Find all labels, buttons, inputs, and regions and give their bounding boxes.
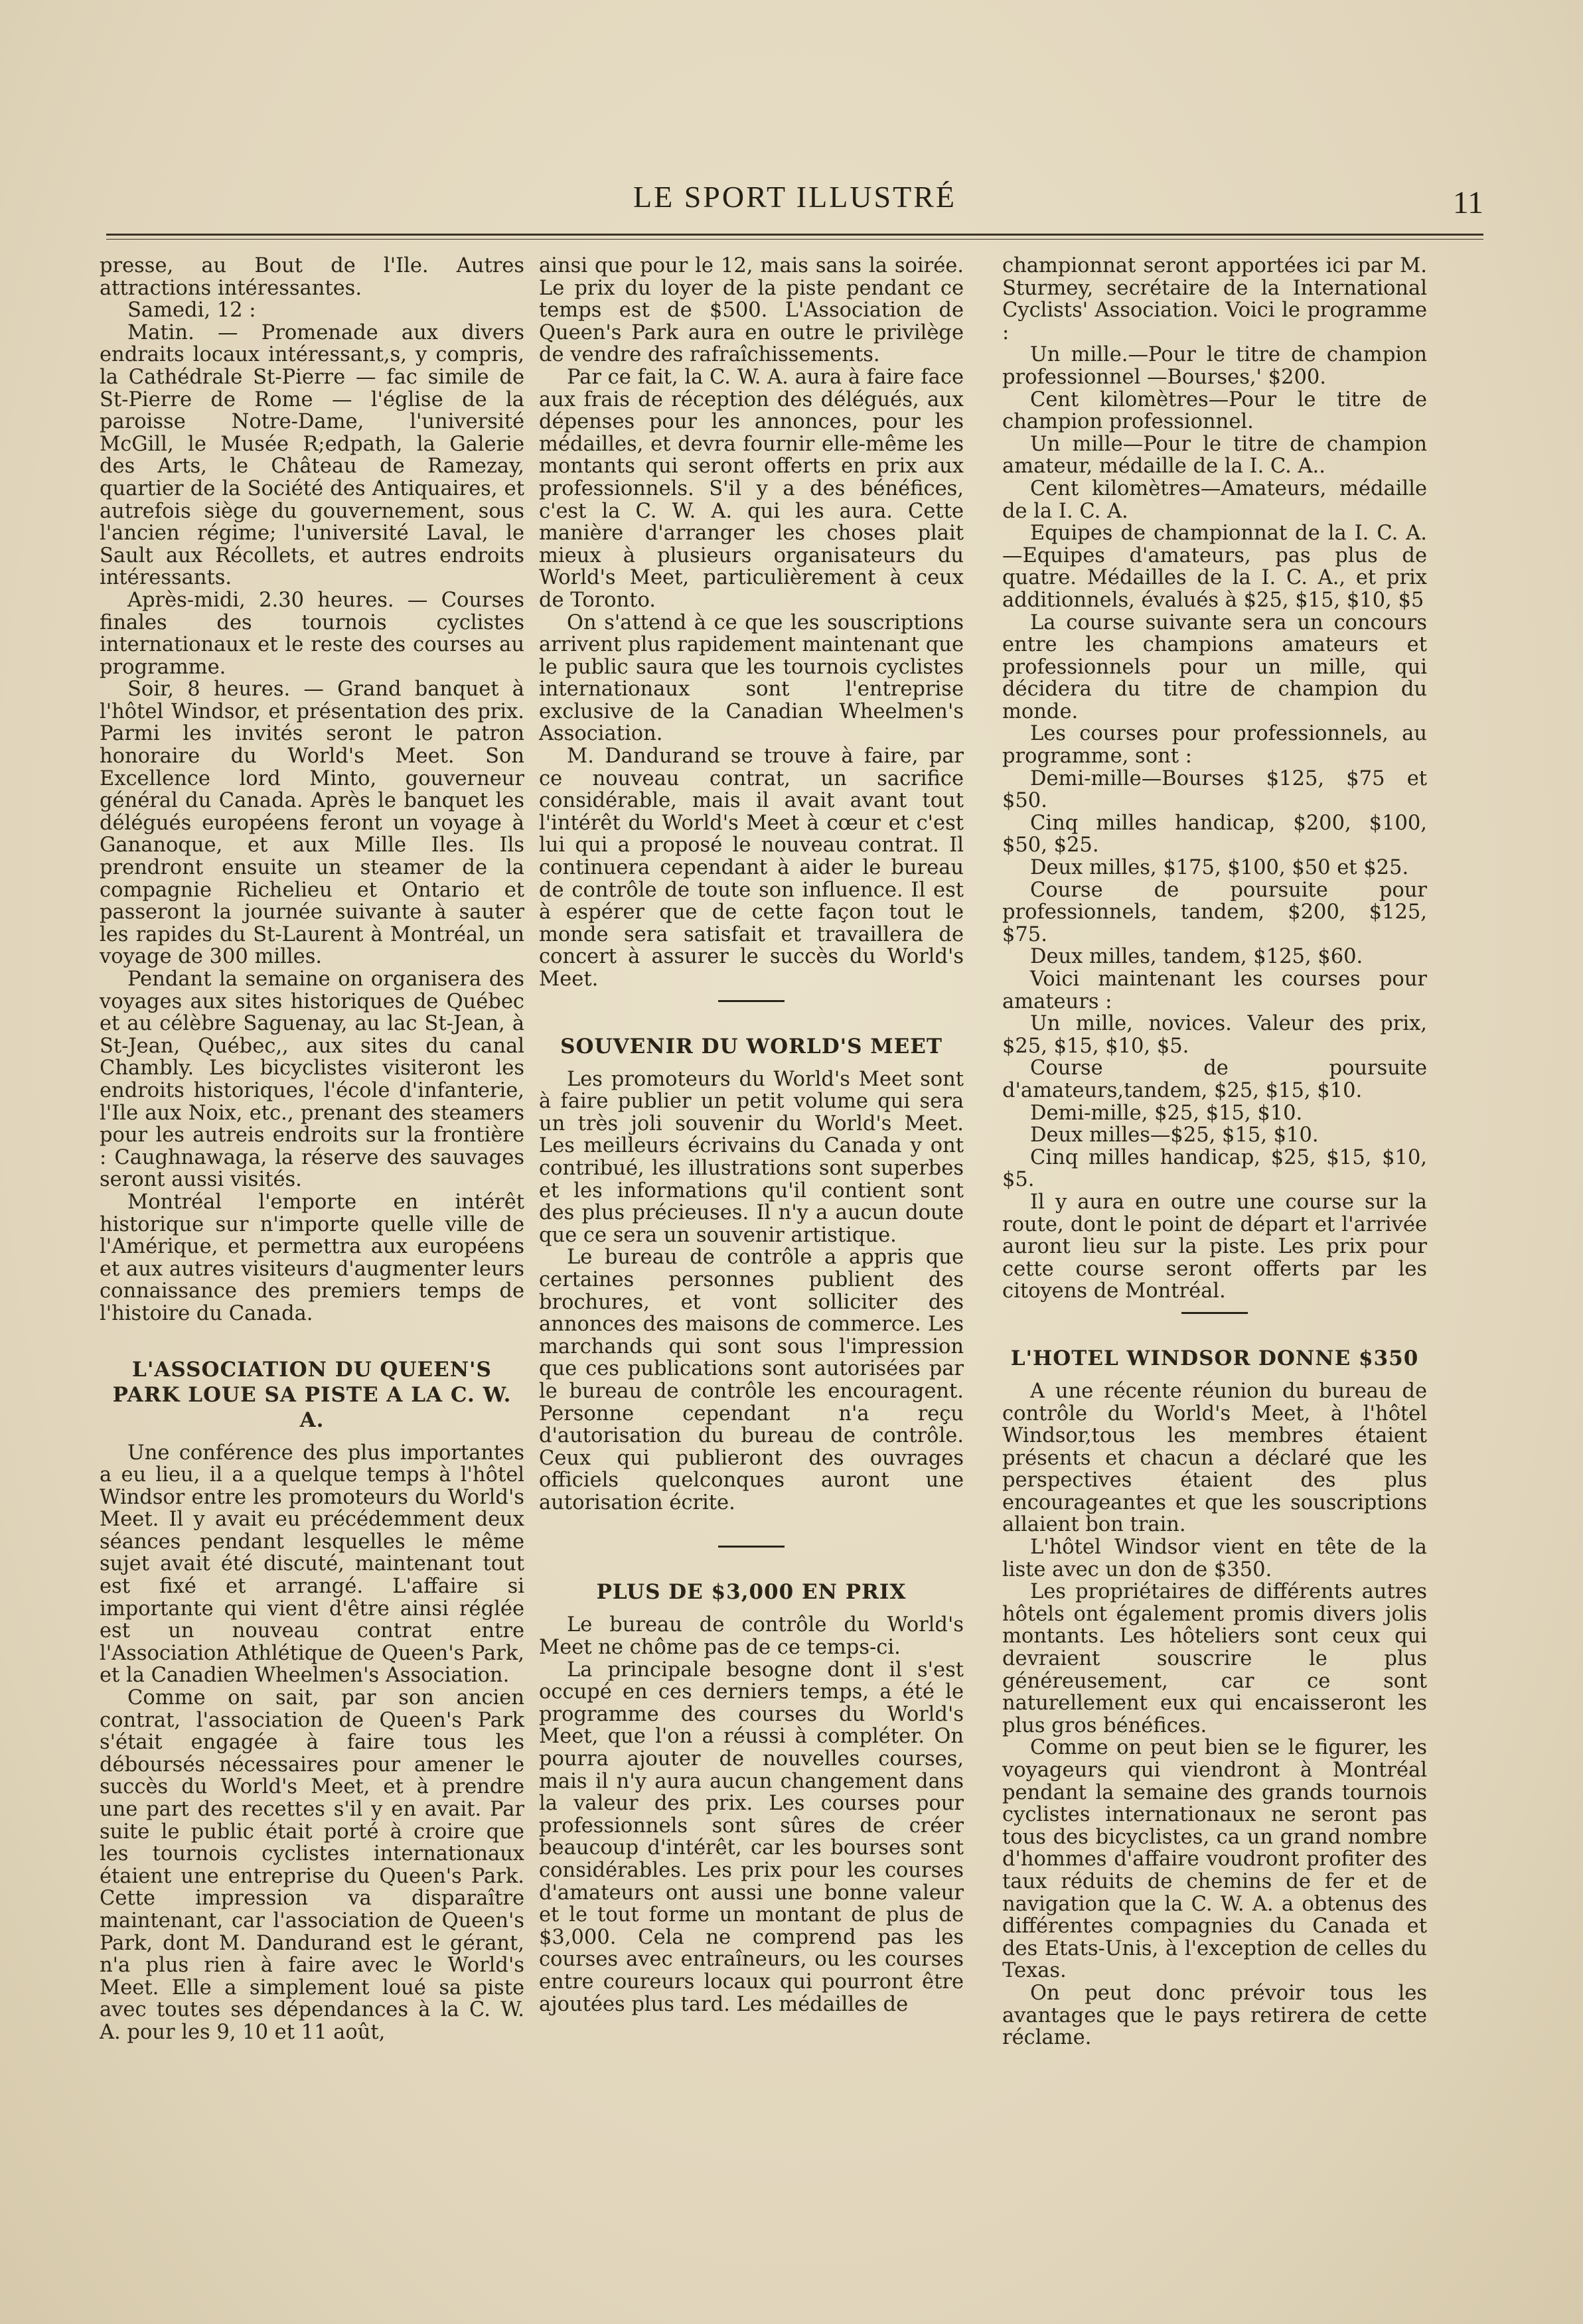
paragraph: Deux milles, $175, $100, $50 et $25. xyxy=(1030,856,1409,880)
paragraph: Course de poursuite d'amateurs,tandem, $25, $15, $10. xyxy=(1002,1056,1427,1102)
paragraph: Equipes de championnat de la I. C. A.—Equipes d'amateurs, pas plus de quatre. Médailles de la I. C. A., et prix additionnels, évalués à $25, $15, $10, $5 xyxy=(1002,522,1427,612)
paragraph: Deux milles—$25, $15, $10. xyxy=(1030,1124,1319,1147)
paragraph: Deux milles, tandem, $125, $60. xyxy=(1030,945,1363,969)
paragraph: A une récente réunion du bureau de contrôle du World's Meet, à l'hôtel Windsor,tous les membres étaient présents et chacun a déclaré que les perspectives étaient des plus encourageantes et que les souscriptions allaient bon train. xyxy=(1002,1379,1427,1537)
paragraph: Une conférence des plus importantes a eu lieu, il a a quelque temps à l'hôtel Windsor entre les promoteurs du World's Meet. Il y avait eu précédemment deux séances pendant lesquelles le même sujet avait été discuté, maintenant tout est fixé et arrangé. L'affaire si importante qui vient d'être ainsi réglée est un nouveau contrat entre l'Association Athlétique de Queen's Park, et la Canadien Wheelmen's Association. xyxy=(100,1441,524,1688)
paragraph: Cinq milles handicap, $200, $100, $50, $25. xyxy=(1002,811,1427,857)
column-3 xyxy=(1002,255,1427,2049)
paragraph: Demi-mille, $25, $15, $10. xyxy=(1030,1101,1303,1125)
paragraph: Matin. — Promenade aux divers endraits locaux intéressant,s, y compris, la Cathédrale St-Pierre — fac simile de St-Pierre de Rome — l'église de la paroisse Notre-Dame, l'université McGill, le Musée R;edpath, la Galerie des Arts, le Château de Ramezay, quartier de la Société des Antiquaires, et autrefois siège du gouvernement, sous l'ancien régime; l'université Laval, le Sault aux Récollets, et autres endroits intéressants. xyxy=(100,321,524,590)
paragraph: Cinq milles handicap, $25, $15, $10, $5. xyxy=(1002,1145,1427,1192)
header-rule xyxy=(106,234,1483,240)
page-number: 11 xyxy=(1452,185,1483,220)
paragraph: Montréal l'emporte en intérêt historique sur n'importe quelle ville de l'Amérique, et permettra aux européens et aux autres visiteurs d'augmenter leurs connaissance des premiers temps de l'histoire du Canada. xyxy=(100,1190,524,1325)
paragraph: Soir, 8 heures. — Grand banquet à l'hôtel Windsor, et présentation des prix. Parmi les invités seront le patron honoraire du World's Meet. Son Excellence lord Minto, gouverneur général du Canada. Après le banquet les délégués européens feront un voyage à Gananoque, et aux Mille Iles. Ils prendront ensuite un steamer de la compagnie Richelieu et Ontario et passeront la journée suivante à sauter les rapides du St-Laurent à Montréal, un voyage de 300 milles. xyxy=(100,678,524,969)
column-1 xyxy=(100,255,524,2044)
paragraph: Les courses pour professionnels, au programme, sont : xyxy=(1002,722,1427,768)
paragraph: Demi-mille—Bourses $125, $75 et $50. xyxy=(1002,766,1427,813)
column-2 xyxy=(539,255,964,2015)
paragraph: On peut donc prévoir tous les avantages que le pays retirera de cette réclame. xyxy=(1002,1981,1427,2050)
paragraph: Par ce fait, la C. W. A. aura à faire face aux frais de réception des délégués, aux dépenses pour les annonces, pour les médailles, et devra fournir elle-même les montants qui seront offerts en prix aux professionnels. S'il y a des bénéfices, c'est la C. W. A. qui les aura. Cette manière d'arranger les choses plait mieux à plusieurs organisateurs du World's Meet, particulièrement à ceux de Toronto. xyxy=(539,365,964,612)
paragraph: Comme on sait, par son ancien contrat, l'association de Queen's Park s'était engagée à faire tous les déboursés nécessaires pour amener le succès du World's Meet, et à prendre une part des recettes s'il y en avait. Par suite le public était porté à croire que les tournois cyclistes internationaux étaient une entreprise du Queen's Park. Cette impression va disparaître maintenant, car l'association de Queen's Park, dont M. Dandurand est le gérant, n'a plus rien à faire avec le World's Meet. Elle a simplement loué sa piste avec toutes ses dépendances à la C. W. A. pour les 9, 10 et 11 août, xyxy=(100,1686,524,2044)
paragraph: Après-midi, 2.30 heures. — Courses finales des tournois cyclistes internationaux et le reste des courses au programme. xyxy=(100,588,524,679)
paragraph: Comme on peut bien se le figurer, les voyageurs qui viendront à Montréal pendant la semaine des grands tournois cyclistes internationaux ne seront pas tous des bicyclistes, ca un grand nombre d'hommes d'affaire voudront profiter des taux réduits de chemins de fer et de navigation que la C. W. A. a obtenus des différentes compagnies du Canada et des Etats-Unis, à l'exception de celles du Texas. xyxy=(1002,1736,1427,1983)
paragraph: Cent kilomètres—Pour le titre de champion professionnel. xyxy=(1002,388,1427,434)
masthead xyxy=(106,179,1483,232)
paragraph: Le bureau de contrôle a appris que certaines personnes publient des brochures, et vont solliciter des annonces des maisons de commerce. Les marchands qui sont sous l'impression que ces publications sont autorisées par le bureau de contrôle les encouragent. Personne cependant n'a reçu d'autorisation du bureau de contrôle. Ceux qui publieront des ouvrages officiels quelconques auront une autorisation écrite. xyxy=(539,1246,964,1514)
paragraph: Un mille—Pour le titre de champion amateur, médaille de la I. C. A.. xyxy=(1002,432,1427,478)
publication-title: LE SPORT ILLUSTRÉ xyxy=(633,180,956,214)
paragraph: M. Dandurand se trouve à faire, par ce nouveau contrat, un sacrifice considérable, mais il avait avant tout l'intérêt du World's Meet à cœur et c'est lui qui a proposé le nouveau contrat. Il continuera cependant à aider le bureau de contrôle de toute son influence. Il est à espérer que de cette façon tout le monde sera satisfait et travaillera de concert à assurer le succès du World's Meet. xyxy=(539,745,964,991)
paragraph: Cent kilomètres—Amateurs, médaille de la I. C. A. xyxy=(1002,476,1427,523)
paragraph: Il y aura en outre une course sur la route, dont le point de départ et l'arrivée auront lieu sur la piste. Les prix pour cette course seront offerts par les citoyens de Montréal. xyxy=(1002,1190,1427,1303)
paragraph: La principale besogne dont il s'est occupé en ces derniers temps, a été le programme des courses du World's Meet, que l'on a réussi à compléter. On pourra ajouter de nouvelles courses, mais il n'y aura aucun changement dans la valeur des prix. Les courses pour professionnels sont sûres de créer beaucoup d'intérêt, car les bourses sont considérables. Les prix pour les courses d'amateurs ont aussi une bonne valeur et le tout forme un montant de plus de $3,000. Cela ne comprend pas les courses avec entraîneurs, ou les courses entre coureurs locaux qui pourront être ajoutées plus tard. Les médailles de xyxy=(539,1658,964,2016)
paragraph: L'hôtel Windsor vient en tête de la liste avec un don de $350. xyxy=(1002,1536,1427,1581)
paragraph: Les promoteurs du World's Meet sont à faire publier un petit volume qui sera un très joli souvenir du World's Meet. Les meilleurs écrivains du Canada y ont contribué, les illustrations sont superbes et les informations qu'il contient sont des plus précieuses. Il n'y a aucun doute que ce sera un souvenir artistique. xyxy=(539,1067,964,1247)
paragraph: championnat seront apportées ici par M. Sturmey, secrétaire de la International Cyclists' Association. Voici le programme : xyxy=(1002,254,1427,344)
paragraph: Samedi, 12 : xyxy=(127,299,256,323)
paragraph: Pendant la semaine on organisera des voyages aux sites historiques de Québec et au célèbre Saguenay, au lac St-Jean, à St-Jean, Québec,, aux sites du canal Chambly. Les bicyclistes visiteront les endroits historiques, l'école d'infanterie, l'Ile aux Noix, etc., prenant des steamers pour les autreis endroits sur la frontière : Caughnawaga, la réserve des sauvages seront aussi visités. xyxy=(100,968,524,1192)
paragraph: Les propriétaires de différents autres hôtels ont également promis divers jolis montants. Les hôteliers sont ceux qui devraient souscrire le plus généreusement, car ce sont naturellement eux qui encaisseront les plus gros bénéfices. xyxy=(1002,1580,1427,1737)
article-heading: PLUS DE $3,000 EN PRIX xyxy=(596,1580,907,1605)
paragraph: Un mille.—Pour le titre de champion professionnel —Bourses,' $200. xyxy=(1002,343,1427,389)
paragraph: On s'attend à ce que les souscriptions arrivent plus rapidement maintenant que le public saura que les tournois cyclistes internationaux sont l'entreprise exclusive de la Canadian Wheelmen's Association. xyxy=(539,611,964,746)
paragraph: La course suivante sera un concours entre les champions amateurs et professionnels pour un mille, qui décidera du titre de champion du monde. xyxy=(1002,611,1427,723)
paragraph: Course de poursuite pour professionnels, tandem, $200, $125, $75. xyxy=(1002,878,1427,946)
paragraph: Le bureau de contrôle du World's Meet ne chôme pas de ce temps-ci. xyxy=(539,1613,964,1660)
article-heading: SOUVENIR DU WORLD'S MEET xyxy=(560,1034,942,1058)
paragraph: Un mille, novices. Valeur des prix, $25, $15, $10, $5. xyxy=(1002,1012,1427,1058)
article-heading: L'ASSOCIATION DU QUEEN'S PARK LOUE SA PISTE A LA C. W. A. xyxy=(112,1357,512,1432)
article-heading: L'HOTEL WINDSOR DONNE $350 xyxy=(1010,1346,1419,1370)
paragraph: presse, au Bout de l'Ile. Autres attractions intéressantes. xyxy=(100,254,524,300)
paragraph: Voici maintenant les courses pour amateurs : xyxy=(1002,968,1427,1013)
paragraph: ainsi que pour le 12, mais sans la soirée. Le prix du loyer de la piste pendant ce temps est de $500. L'Association de Queen's Park aura en outre le privilège de vendre des rafraîchissements. xyxy=(539,254,964,367)
